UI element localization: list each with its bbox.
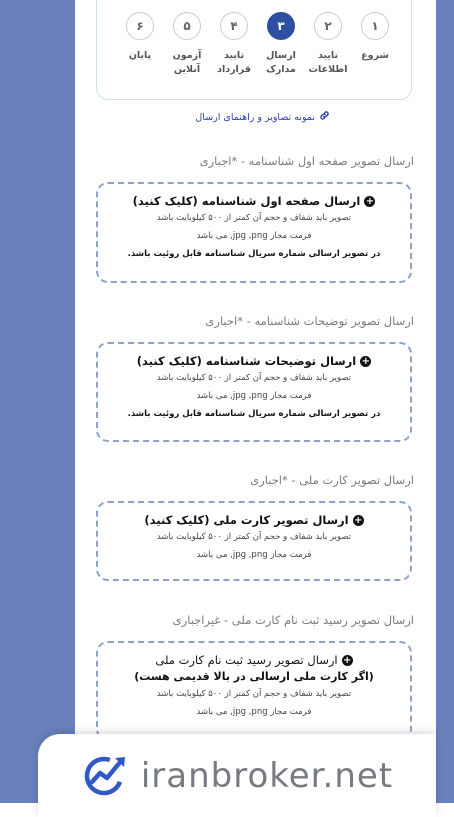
upload-birth-cert-first-page[interactable] [96,182,412,283]
upload-size-note: تصویر باید شفاف و حجم آن کمتر از ۵۰۰ کیلوبایت باشد [156,532,352,542]
upload-format-note: فرمت مجاز jpg ,png, می باشد [196,391,312,401]
upload-title: + ارسال تصویر رسید ثبت نام کارت ملی [155,653,352,667]
plus-circle-icon: + [353,514,363,526]
step-confirm-info [308,12,348,77]
step-start [355,12,395,63]
step-online-exam [167,12,207,77]
watermark-text: iranbroker.net [140,755,394,796]
plus-circle-icon: + [365,195,375,207]
trend-chart-logo-icon [81,749,131,803]
section-title-birth-cert-first-page: ارسال تصویر صفحه اول شناسنامه - *اجباری [199,154,414,168]
section-title-national-card: ارسال تصویر کارت ملی - *اجباری [250,473,414,487]
step-label: تایید اطلاعات [308,50,348,75]
step-number: ۳ [267,12,295,40]
guide-link-label: نمونه تصاویر و راهنمای ارسال [195,111,315,123]
upload-title: + ارسال توضیحات شناسنامه (کلیک کنید) [136,354,370,368]
upload-title: + ارسال تصویر کارت ملی (کلیک کنید) [144,513,363,527]
step-number: ۵ [173,12,201,40]
watermark [38,734,436,817]
upload-serial-note: در تصویر ارسالی شماره سریال شناسنامه قابل روئیت باشد. [127,249,381,259]
upload-size-note: تصویر باید شفاف و حجم آن کمتر از ۵۰۰ کیلوبایت باشد [156,373,352,383]
upload-subtitle: (اگر کارت ملی ارسالی در بالا قدیمی هست) [134,670,374,683]
step-label: ارسال مدارک [266,50,296,75]
step-label: پایان [128,50,152,61]
upload-format-note: فرمت مجاز jpg ,png, می باشد [196,707,312,717]
step-number: ۴ [220,12,248,40]
step-end [120,12,160,63]
step-number: ۶ [126,12,154,40]
upload-format-note: فرمت مجاز jpg ,png, می باشد [196,550,312,560]
upload-national-card[interactable] [96,501,412,581]
progress-stepper [96,0,412,100]
upload-serial-note: در تصویر ارسالی شماره سریال شناسنامه قابل روئیت باشد. [127,409,381,419]
guide-link[interactable] [195,110,330,124]
plus-circle-icon: + [342,654,352,666]
step-label: تایید قرارداد [217,50,251,75]
link-icon [319,110,330,124]
step-send-documents [261,12,301,77]
upload-title: + ارسال صفحه اول شناسنامه (کلیک کنید) [132,194,375,208]
section-title-birth-cert-description: ارسال تصویر توضیحات شناسنامه - *اجباری [205,314,414,328]
step-label: آزمون آنلاین [172,50,202,75]
step-label: شروع [361,50,389,61]
step-number: ۱ [361,12,389,40]
step-confirm-contract [214,12,254,77]
section-title-national-card-receipt: ارسال تصویر رسید ثبت نام کارت ملی - غیراجباری [172,613,414,627]
form-card [75,0,436,817]
step-number: ۲ [314,12,342,40]
upload-national-card-receipt[interactable] [96,641,412,741]
upload-format-note: فرمت مجاز jpg ,png, می باشد [196,231,312,241]
upload-size-note: تصویر باید شفاف و حجم آن کمتر از ۵۰۰ کیلوبایت باشد [156,213,352,223]
plus-circle-icon: + [361,355,370,367]
upload-size-note: تصویر باید شفاف و حجم آن کمتر از ۵۰۰ کیلوبایت باشد [156,689,352,699]
upload-birth-cert-description[interactable] [96,342,412,442]
